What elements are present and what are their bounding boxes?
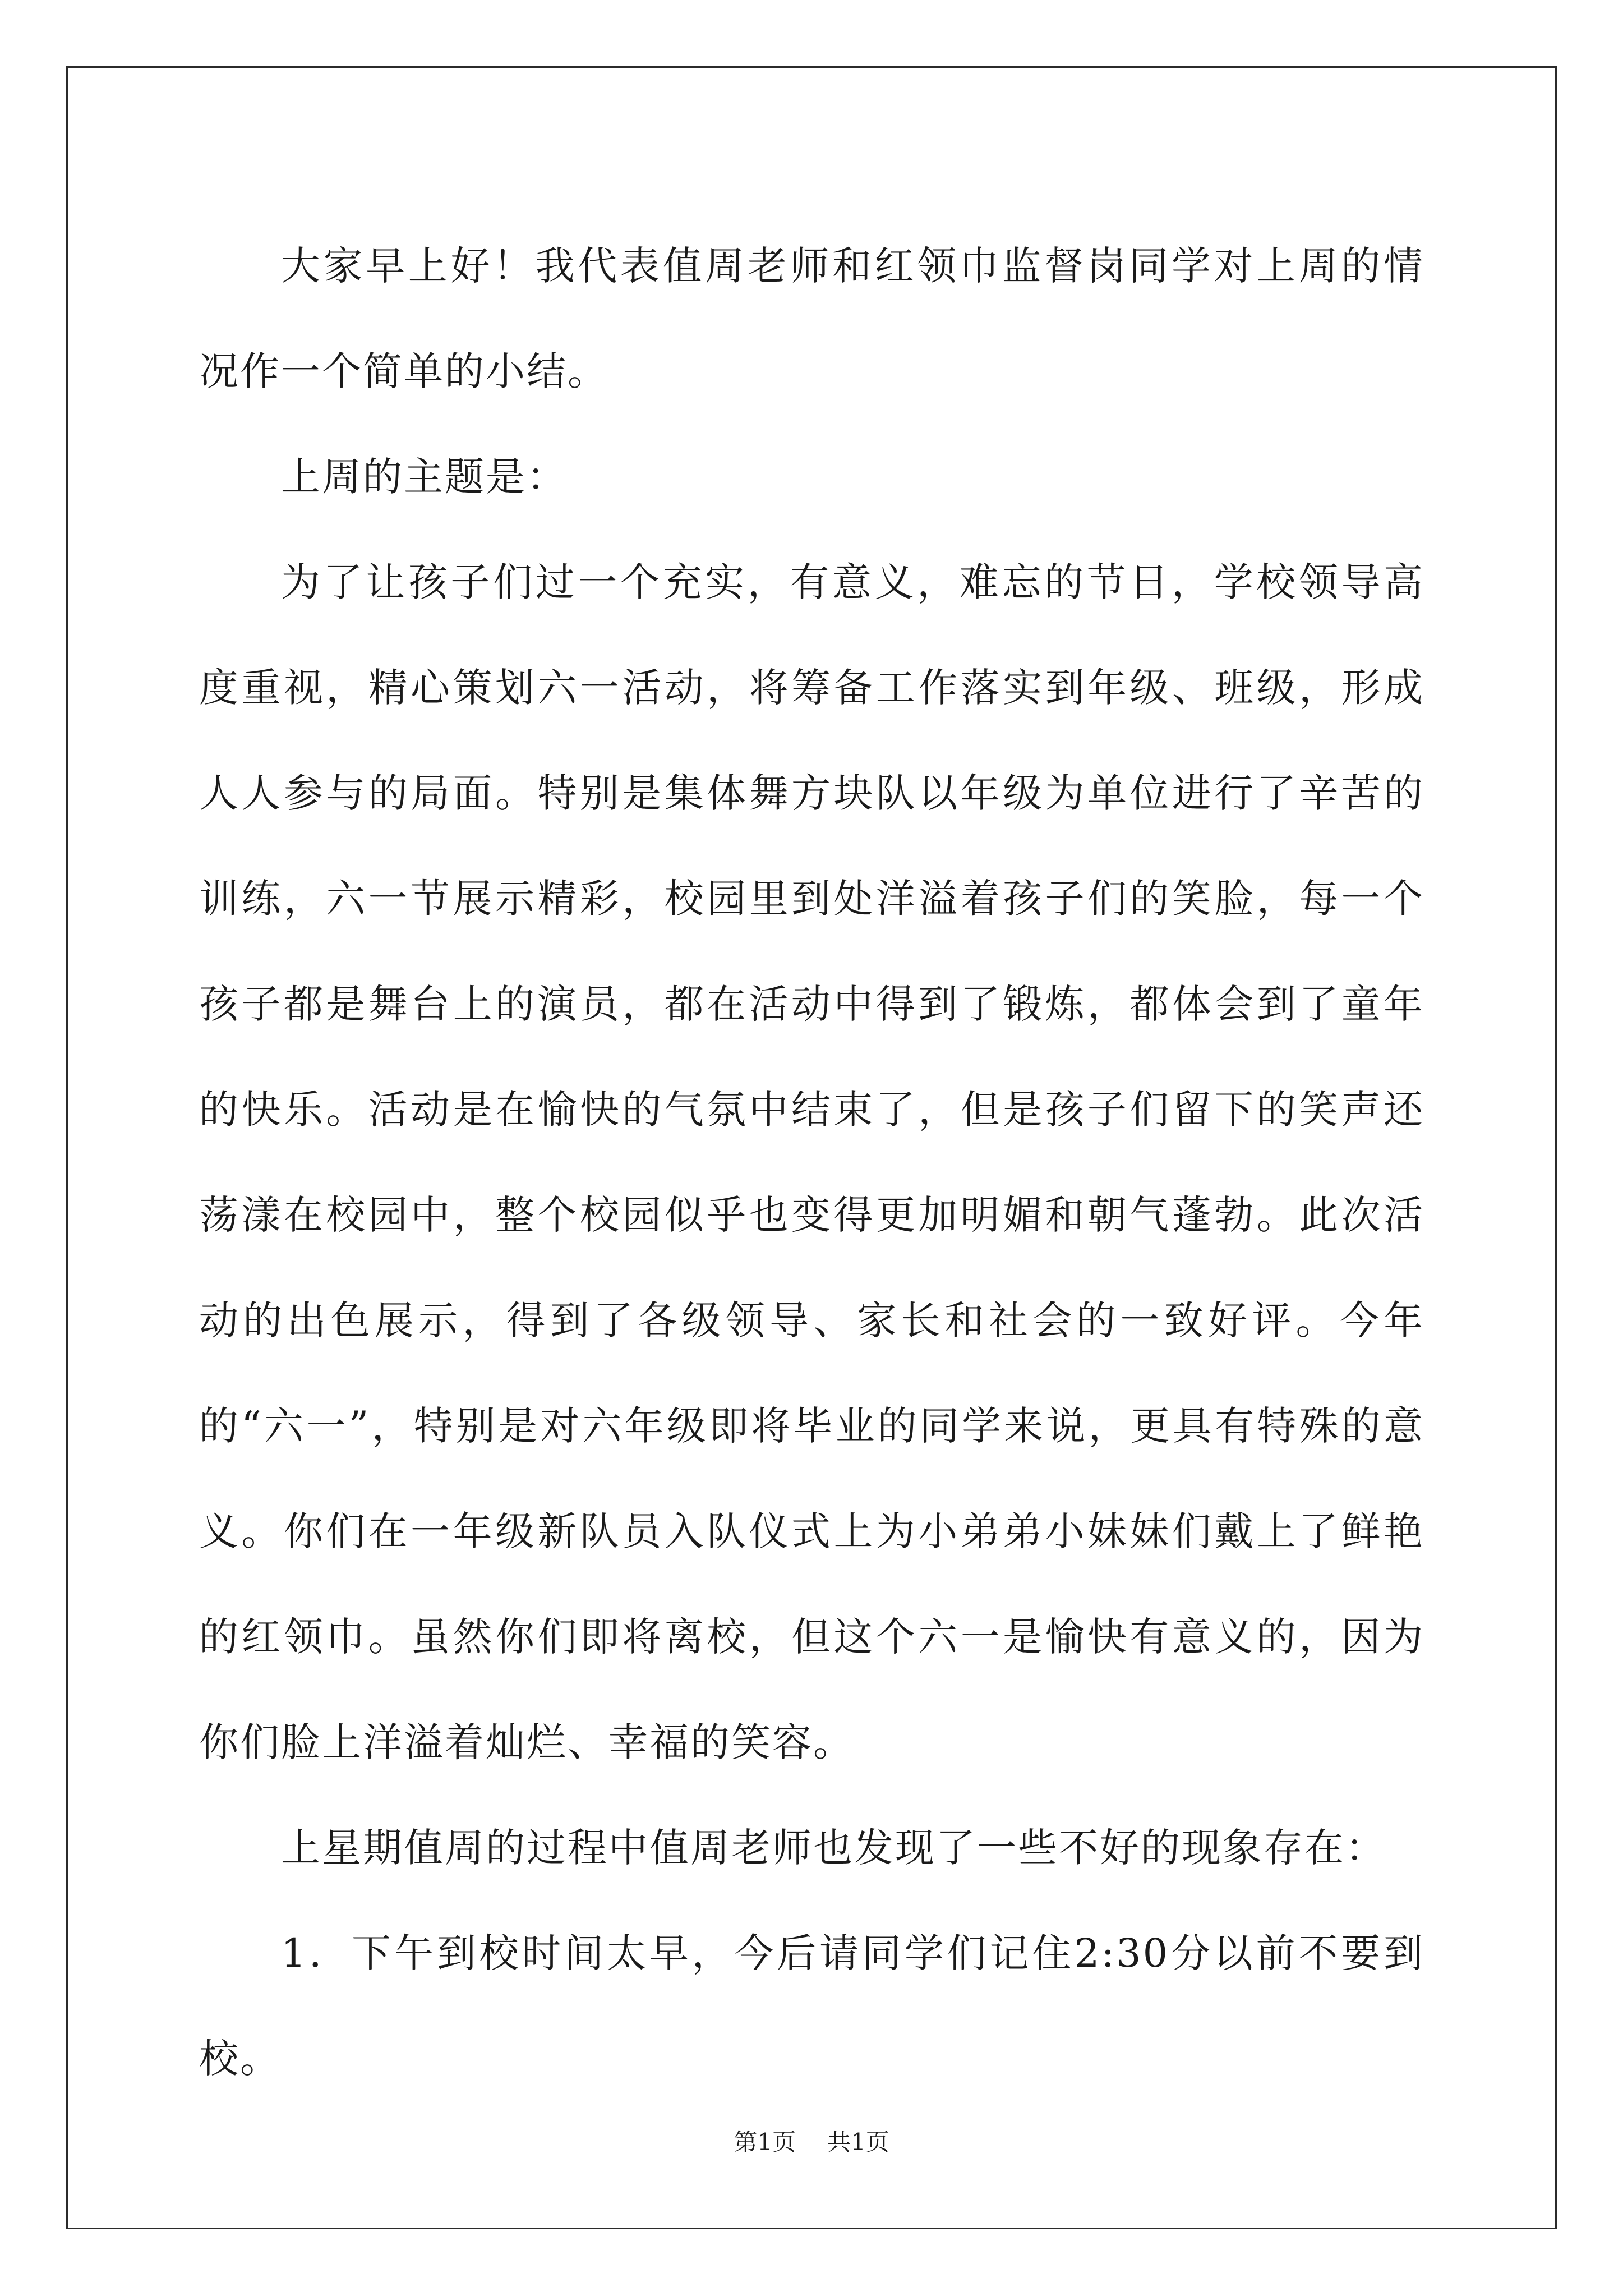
paragraph-issue-1: 1．下午到校时间太早，今后请同学们记住2:30分以前不要到校。 bbox=[199, 1930, 1424, 2082]
page-number: 第1页 bbox=[734, 2128, 796, 2156]
paragraph-theme-heading: 上周的主题是： bbox=[281, 454, 568, 500]
page-footer bbox=[0, 2124, 1623, 2157]
paragraph-greeting: 大家早上好！我代表值周老师和红领巾监督岗同学对上周的情况作一个简单的小结。 bbox=[199, 243, 1424, 394]
paragraph-main-summary: 为了让孩子们过一个充实，有意义，难忘的节日，学校领导高度重视，精心策划六一活动，将筹备工作落实到年级、班级，形成人人参与的局面。特别是集体舞方块队以年级为单位进行了辛苦的训练，六一节展示精彩，校园里到处洋溢着孩子们的笑脸，每一个孩子都是舞台上的演员，都在活动中得到了锻炼，都体会到了童年的快乐。活动是在愉快的气氛中结束了，但是孩子们留下的笑声还荡漾在校园中，整个校园似乎也变得更加明媚和朝气蓬勃。此次活动的出色展示，得到了各级领导、家长和社会的一致好评。今年的“六一”，特别是对六年级即将毕业的同学来说，更具有特殊的意义。你们在一年级新队员入队仪式上为小弟弟小妹妹们戴上了鲜艳的红领巾。虽然你们即将离校，但这个六一是愉快有意义的，因为你们脸上洋溢着灿烂、幸福的笑容。 bbox=[199, 559, 1424, 1765]
page-total: 共1页 bbox=[827, 2128, 889, 2156]
paragraph-issues-intro: 上星期值周的过程中值周老师也发现了一些不好的现象存在： bbox=[281, 1825, 1386, 1871]
document-body bbox=[199, 213, 1424, 2111]
